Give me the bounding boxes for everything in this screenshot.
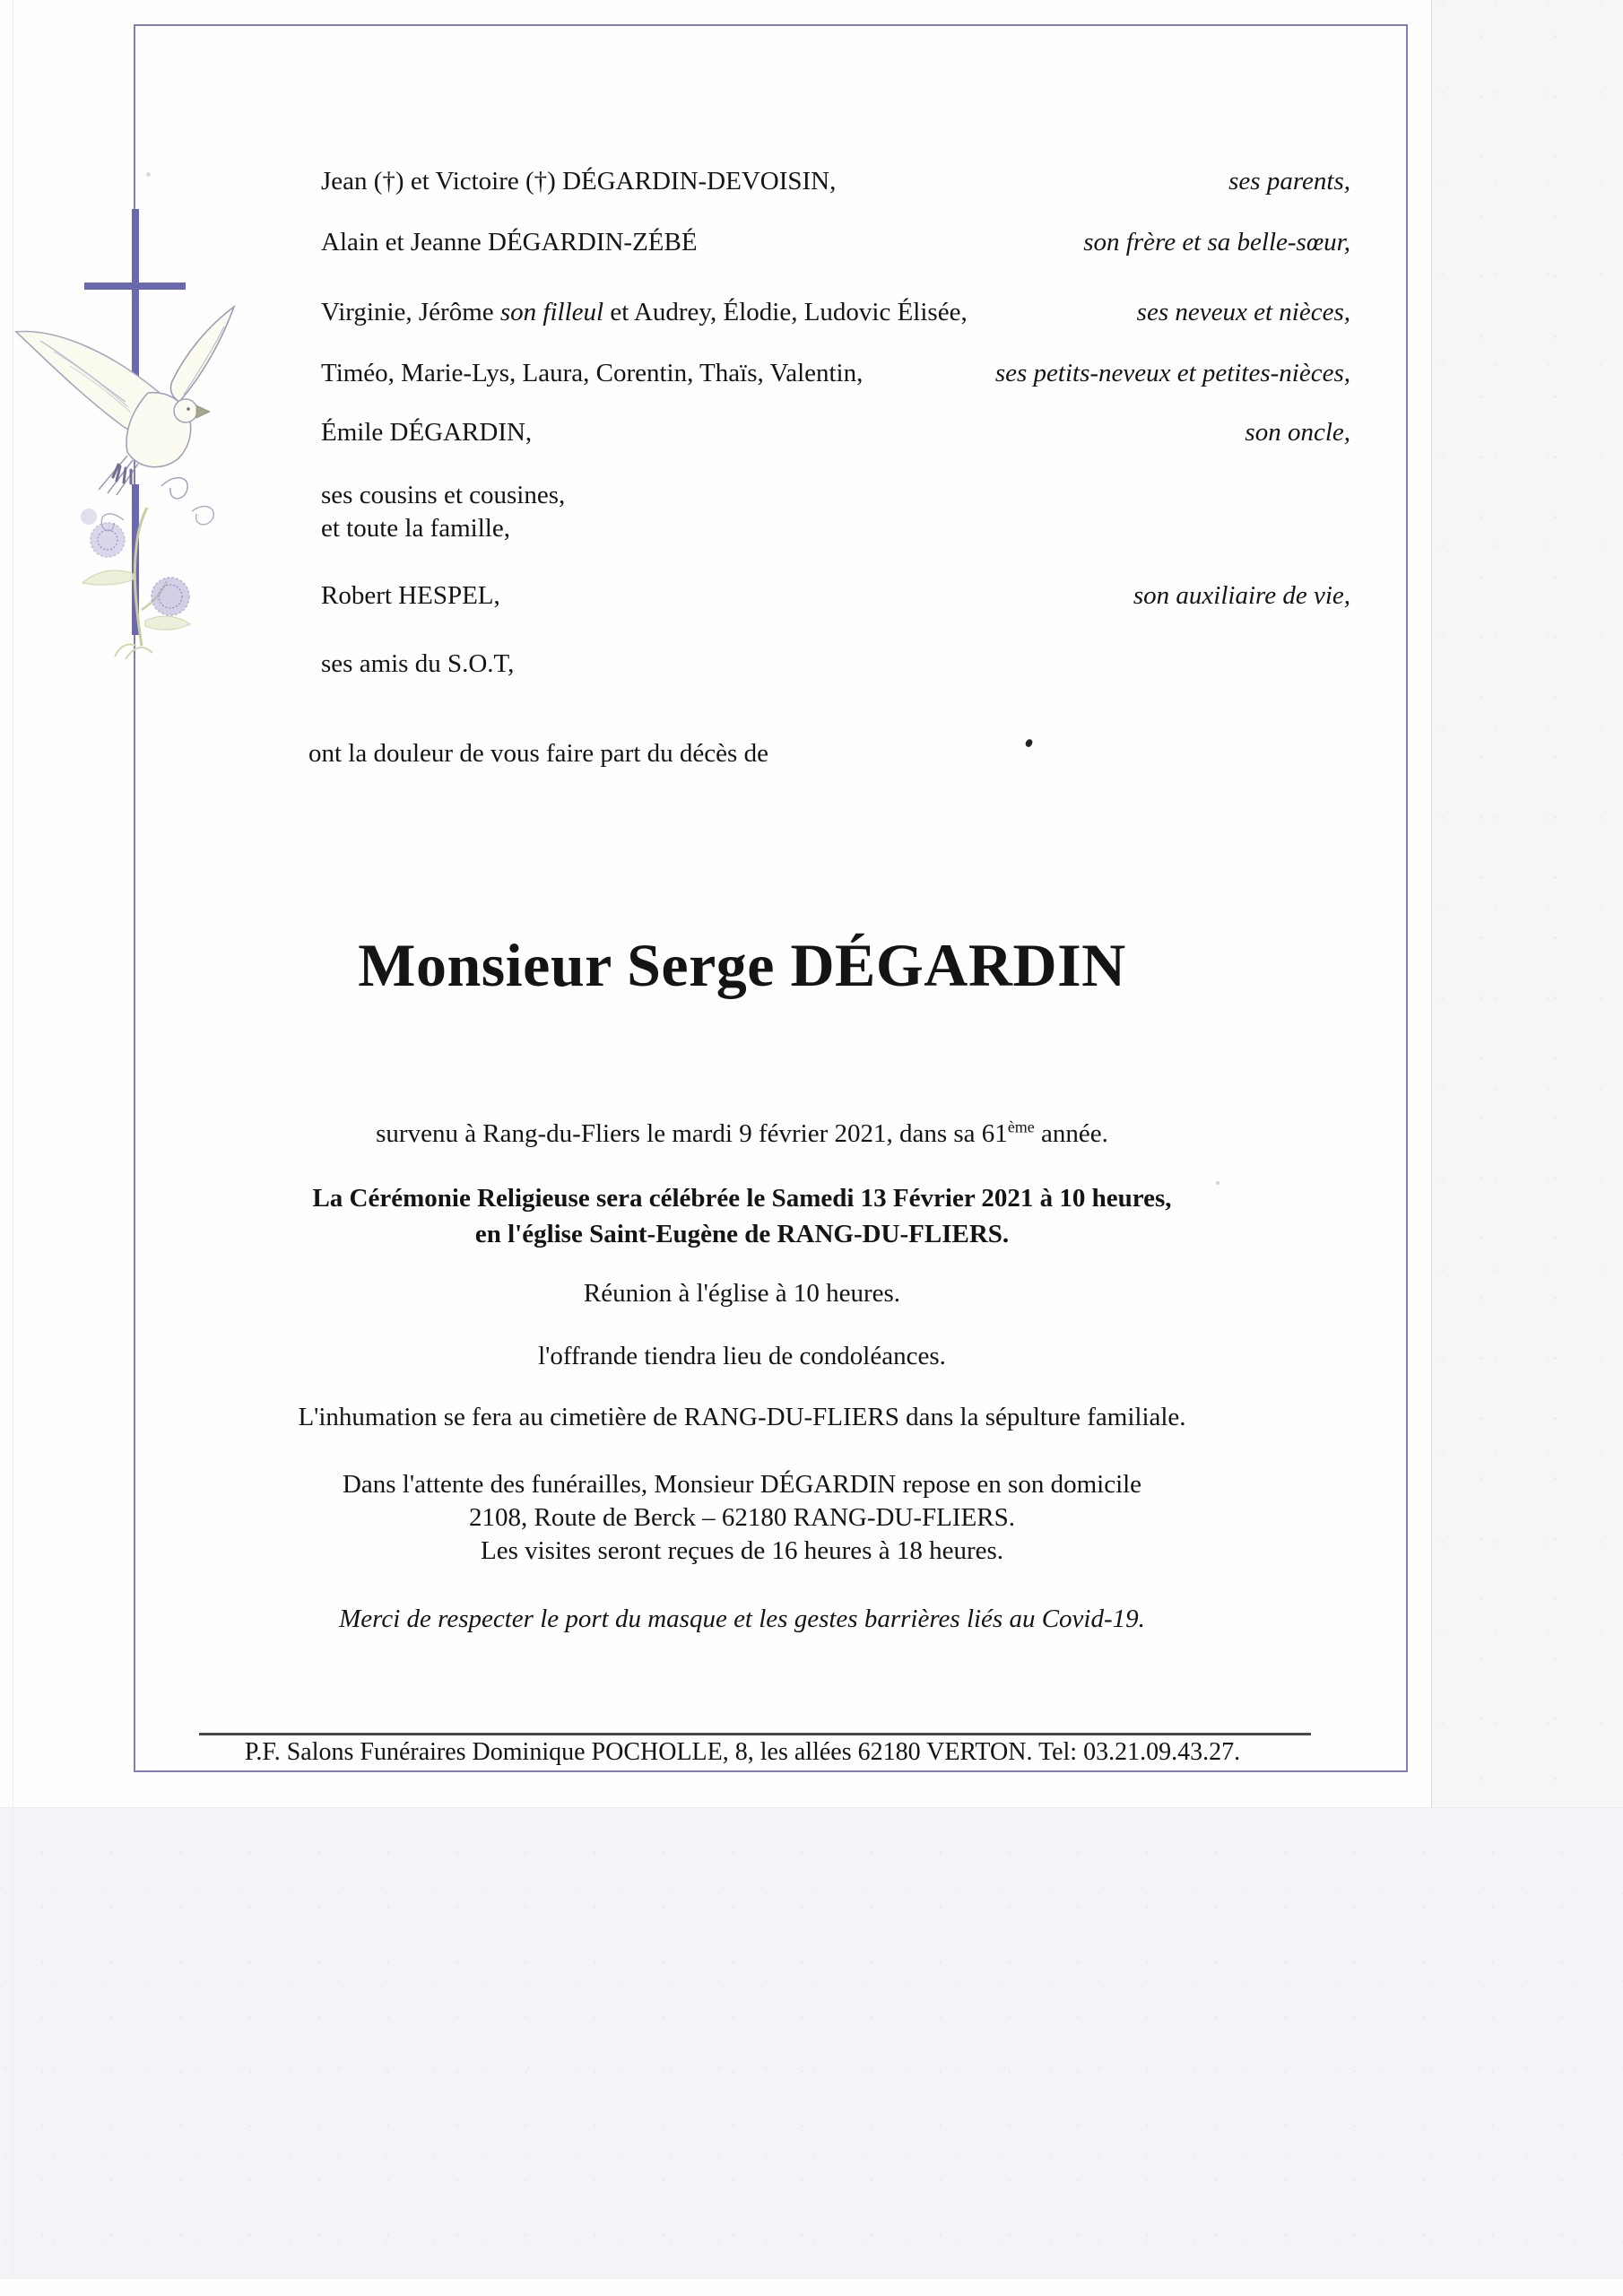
footer-divider xyxy=(199,1733,1311,1735)
offering-line: l'offrande tiendra lieu de condoléances. xyxy=(538,1342,946,1370)
family-names: et toute la famille, xyxy=(321,514,510,543)
relation-label: ses petits-neveux et petites-nièces, xyxy=(994,359,1350,387)
relation-label: son oncle, xyxy=(1245,418,1350,447)
scan-artifact xyxy=(146,172,151,177)
family-names: Jean (†) et Victoire (†) DÉGARDIN-DEVOISIN, xyxy=(321,167,837,196)
deceased-name: Monsieur Serge DÉGARDIN xyxy=(358,931,1126,999)
family-names: Timéo, Marie-Lys, Laura, Corentin, Thaïs, Valentin, xyxy=(321,359,864,387)
funeral-home-footer: P.F. Salons Funéraires Dominique POCHOLLE, 8, les allées 62180 VERTON. Tel: 03.21.09.43.27. xyxy=(244,1738,1241,1766)
repose-line-3: Les visites seront reçues de 16 heures à 18 heures. xyxy=(480,1536,1004,1565)
family-names: ses cousins et cousines, xyxy=(321,481,566,509)
covid-notice: Merci de respecter le port du masque et les gestes barrières liés au Covid-19. xyxy=(339,1605,1145,1633)
family-names: Alain et Jeanne DÉGARDIN-ZÉBÉ xyxy=(321,228,698,257)
family-names: Robert HESPEL, xyxy=(321,581,500,610)
family-line xyxy=(321,416,1350,448)
family-line xyxy=(321,226,1350,258)
ceremony-line-1: La Cérémonie Religieuse sera célébrée le Samedi 13 Février 2021 à 10 heures, xyxy=(312,1184,1172,1213)
card-right-edge xyxy=(1431,0,1432,1807)
relation-label: ses parents, xyxy=(1228,167,1350,196)
meeting-line: Réunion à l'église à 10 heures. xyxy=(583,1279,901,1308)
repose-line-1: Dans l'attente des funérailles, Monsieur DÉGARDIN repose en son domicile xyxy=(342,1470,1142,1499)
announcement-sentence: ont la douleur de vous faire part du décès de xyxy=(308,739,768,768)
family-names: Émile DÉGARDIN, xyxy=(321,418,533,447)
family-line xyxy=(321,479,1350,511)
scanner-background-bottom xyxy=(0,1807,1623,2279)
family-line xyxy=(321,296,1350,328)
relation-label: son frère et sa belle-sœur, xyxy=(1083,228,1350,257)
family-line xyxy=(321,512,1350,544)
relation-label: son auxiliaire de vie, xyxy=(1133,581,1350,610)
family-line xyxy=(321,165,1350,197)
death-details-line: survenu à Rang-du-Fliers le mardi 9 février 2021, dans sa 61ème année. xyxy=(376,1118,1108,1148)
family-names: Virginie, Jérôme son filleul et Audrey, Élodie, Ludovic Élisée, xyxy=(321,298,968,326)
dove-and-flowers-illustration xyxy=(0,251,269,664)
ceremony-details xyxy=(291,1180,1193,1252)
repose-line-2: 2108, Route de Berck – 62180 RANG-DU-FLIERS. xyxy=(469,1503,1015,1532)
burial-line: L'inhumation se fera au cimetière de RANG-DU-FLIERS dans la sépulture familiale. xyxy=(298,1403,1186,1431)
relation-label: ses neveux et nièces, xyxy=(1136,298,1350,326)
ceremony-line-2: en l'église Saint-Eugène de RANG-DU-FLIERS. xyxy=(474,1220,1010,1248)
family-names: ses amis du S.O.T, xyxy=(321,649,515,678)
family-line xyxy=(321,579,1350,612)
family-line xyxy=(321,357,1350,389)
family-line xyxy=(321,648,1350,680)
ordinal-superscript: ème xyxy=(1007,1118,1035,1136)
repose-block xyxy=(291,1468,1193,1568)
scan-artifact xyxy=(1216,1181,1219,1185)
